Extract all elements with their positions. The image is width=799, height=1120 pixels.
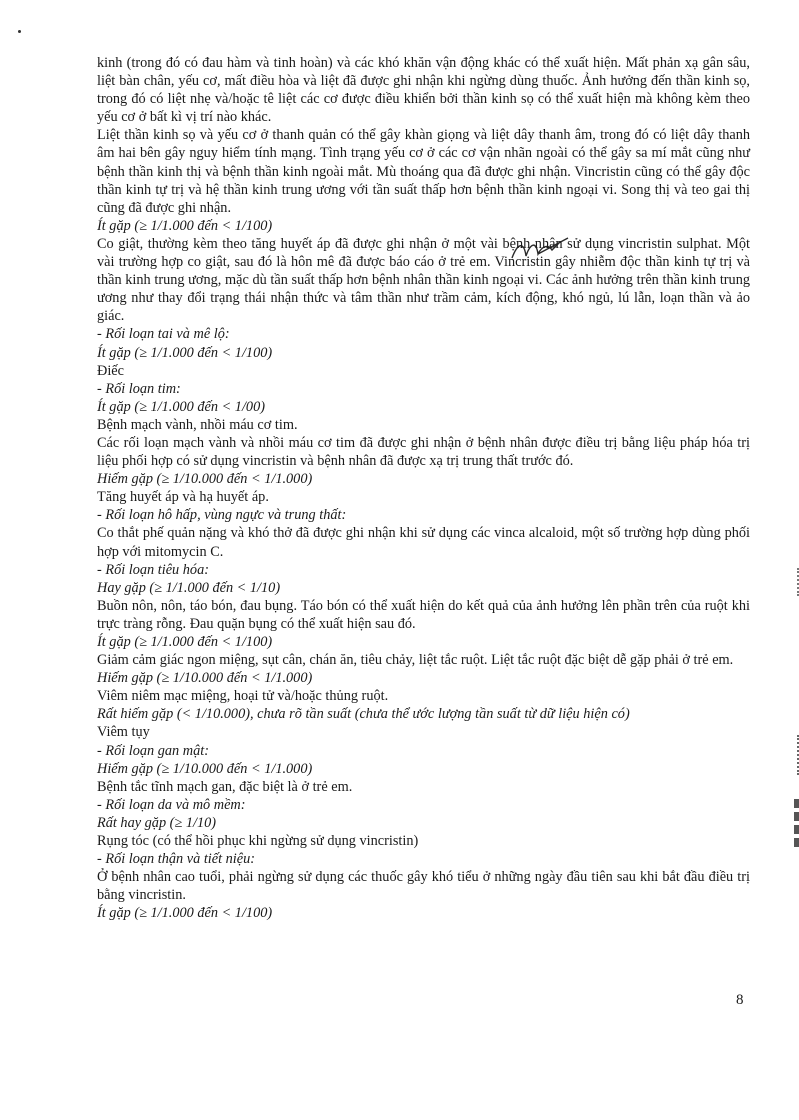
paragraph: kinh (trong đó có đau hàm và tinh hoàn) và các khó khăn vận động khác có thể xuất hiện. Mất phản xạ gân sâu, liệt bàn chân, yếu cơ, mất điều hòa và liệt đã được ghi nhận khi ngừng dùng thuốc. Ảnh hưởng đến thần kinh sọ, trong đó có liệt nhẹ và/hoặc tê liệt các cơ được điều khiển bởi thần kinh sọ có thể xuất hiện mà không kèm theo yếu cơ ở bất kì vị trí nào khác. [97,55,750,126]
section-heading: - Rối loạn tim: [97,380,181,397]
scan-dot [18,30,21,33]
section-heading: - Rối loạn thận và tiết niệu: [97,851,256,868]
paragraph: Liệt thần kinh sọ và yếu cơ ở thanh quản có thể gây khàn giọng và liệt dây thanh âm, trong đó có liệt dây thanh âm hai bên gây nguy hiểm tính mạng. Tình trạng yếu cơ ở các cơ vận nhãn ngoài có thể gây sa mí mắt cũng như bệnh thần kinh thị và bệnh thần kinh ngoài mắt. Mù thoáng qua đã được ghi nhận. Vincristin cũng có thể gây độc thần kinh tự trị và hệ thần kinh trung ương với tần suất thấp hơn bệnh thần kinh ngoại vi. Song thị và teo gai thị cũng đã được ghi nhận. [97,127,750,216]
paragraph: Tăng huyết áp và hạ huyết áp. [97,489,269,506]
section-heading: - Rối loạn hô hấp, vùng ngực và trung thất: [97,507,347,524]
paragraph: Rụng tóc (có thể hồi phục khi ngừng sử dụng vincristin) [97,833,419,850]
paragraph: Viêm niêm mạc miệng, hoại tử và/hoặc thủng ruột. [97,688,389,705]
paragraph: Các rối loạn mạch vành và nhồi máu cơ tim đã được ghi nhận ở bệnh nhân được điều trị bằng liệu pháp hóa trị liệu phối hợp có sử dụng vincristin và bệnh nhân đã được xạ trị trung thất trước đó. [97,434,750,470]
section-heading: - Rối loạn tai và mê lộ: [97,326,230,343]
section-heading: Ít gặp (≥ 1/1.000 đến < 1/00) [97,398,265,415]
section-heading: Hiếm gặp (≥ 1/10.000 đến < 1/1.000) [97,471,313,488]
scan-edge-mark [789,735,799,775]
paragraph: Ở bệnh nhân cao tuổi, phải ngừng sử dụng các thuốc gây khó tiểu ở những ngày đầu tiên sau khi bắt đầu điều trị bằng vincristin. [97,869,750,904]
section-heading: Hiếm gặp (≥ 1/10.000 đến < 1/1.000) [97,670,313,687]
paragraph: Viêm tụy [97,724,150,741]
section-heading: Hay gặp (≥ 1/1.000 đến < 1/10) [97,579,281,596]
section-heading: Rất hay gặp (≥ 1/10) [97,814,217,831]
section-heading: Hiếm gặp (≥ 1/10.000 đến < 1/1.000) [97,760,313,777]
paragraph: Co giật, thường kèm theo tăng huyết áp đã được ghi nhận ở một vài bệnh nhân sử dụng vincristin sulphat. Một vài trường hợp co giật, sau đó là hôn mê đã được báo cáo ở trẻ em. Vincristin gây nhiễm độc thần kinh tự trị và thần kinh trung ương, mặc dù tần suất thấp hơn bệnh nhân thần kinh ngoại vi. Các ảnh hưởng trên thần kinh trung ương như thay đổi trạng thái nhận thức và tâm thần như trầm cảm, kích động, khó ngủ, lú lẫn, loạn thần và ảo giác. [97,235,750,325]
paragraph: Giảm cảm giác ngon miệng, sụt cân, chán ăn, tiêu chảy, liệt tắc ruột. Liệt tắc ruột đặc biệt dễ gặp phải ở trẻ em. [97,652,734,669]
section-heading: Rất hiếm gặp (< 1/10.000), chưa rõ tần suất (chưa thể ước lượng tần suất từ dữ liệu hiện có) [97,706,630,723]
section-heading: Ít gặp (≥ 1/1.000 đến < 1/100) [97,217,273,234]
paragraph: Co thắt phế quản nặng và khó thở đã được ghi nhận khi sử dụng các vinca alcaloid, một số trường hợp dùng phối hợp với mitomycin C. [97,525,750,560]
scan-edge-mark [789,568,799,596]
scan-edge-mark [791,795,799,885]
section-heading: Ít gặp (≥ 1/1.000 đến < 1/100) [97,905,273,922]
paragraph: Buồn nôn, nôn, táo bón, đau bụng. Táo bón có thể xuất hiện do kết quả của ảnh hưởng lên phần trên của ruột khi trực tràng rỗng. Đau quặn bụng có thể xuất hiện sau đó. [97,597,750,632]
section-heading: Ít gặp (≥ 1/1.000 đến < 1/100) [97,344,273,361]
section-heading: Ít gặp (≥ 1/1.000 đến < 1/100) [97,634,273,650]
paragraph: Bệnh tắc tĩnh mạch gan, đặc biệt là ở trẻ em. [97,778,353,795]
section-heading: - Rối loạn tiêu hóa: [97,561,209,578]
section-heading: - Rối loạn da và mô mềm: [97,796,246,813]
paragraph: Điếc [97,362,124,379]
section-heading: - Rối loạn gan mật: [97,742,209,759]
document-body [97,54,750,923]
page-number: 8 [736,992,744,1008]
paragraph: Bệnh mạch vành, nhồi máu cơ tim. [97,416,298,433]
